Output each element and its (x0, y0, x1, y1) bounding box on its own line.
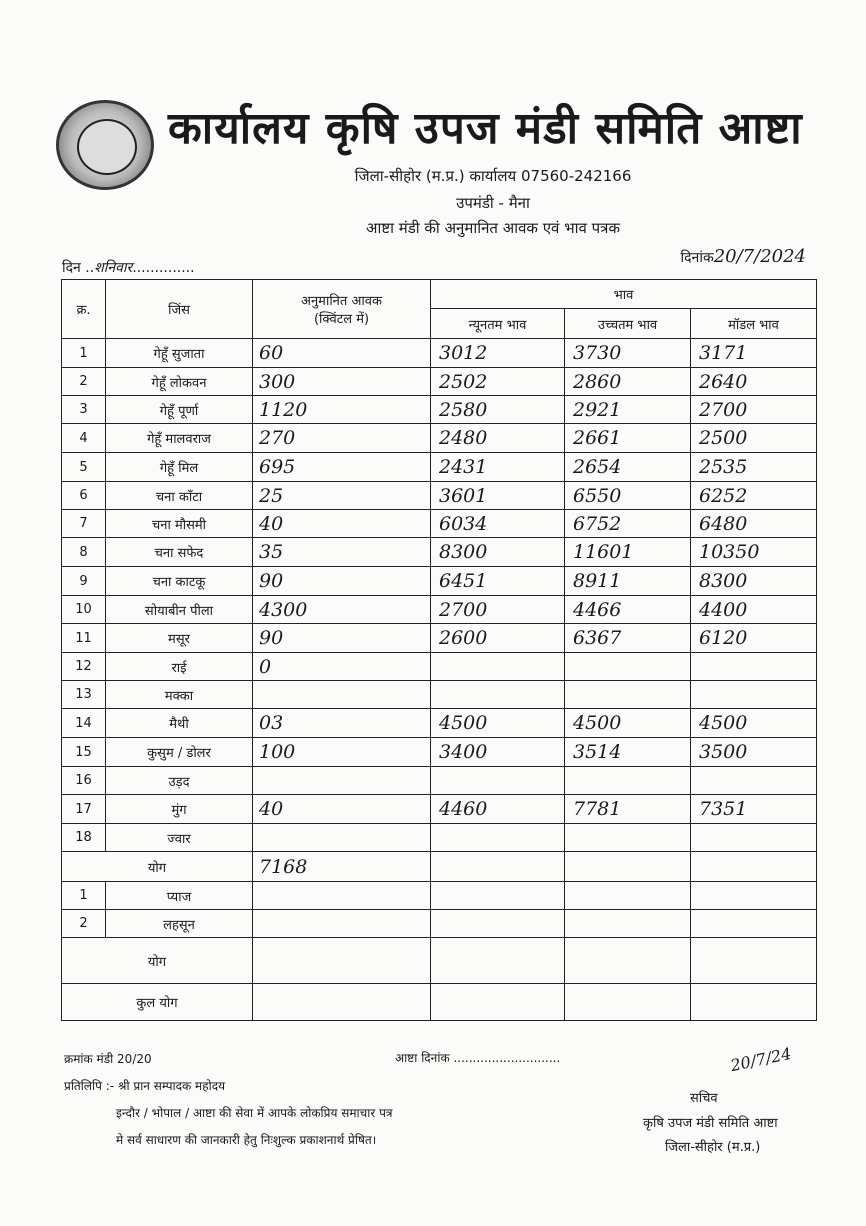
row-item: गेहूँ मालवराज (106, 424, 253, 453)
row-item: चना काटकू (106, 567, 253, 596)
row-modal-price: 3500 (691, 738, 817, 767)
table-row (62, 538, 817, 567)
row-modal-price: 6480 (691, 510, 817, 538)
row-min-price: 8300 (431, 538, 565, 567)
row-arrival: 4300 (253, 596, 431, 624)
row-sno: 4 (62, 424, 106, 453)
veg-row (62, 882, 817, 910)
row-sno: 1 (62, 339, 106, 368)
col-header-max: उच्चतम भाव (565, 309, 691, 339)
row-sno: 12 (62, 653, 106, 681)
subtotal-row (62, 852, 817, 882)
document-subtitle: आष्टा मंडी की अनुमानित आवक एवं भाव पत्रक (366, 219, 620, 237)
row-modal-price (691, 681, 817, 709)
table-row (62, 653, 817, 681)
col-header-arrival-unit: (क्विंटल में) (313, 312, 370, 327)
row-min-price: 2480 (431, 424, 565, 453)
row-max-price: 3730 (565, 339, 691, 368)
row-modal-price: 4500 (691, 709, 817, 738)
table-row (62, 339, 817, 368)
row-max-price (565, 767, 691, 795)
veg-item: प्याज (106, 882, 253, 910)
ashta-date: आष्टा दिनांक ............................ (395, 1051, 561, 1065)
row-min-price: 3400 (431, 738, 565, 767)
col-header-min: न्यूनतम भाव (431, 309, 565, 339)
row-modal-price: 6252 (691, 482, 817, 510)
row-modal-price (691, 767, 817, 795)
row-arrival: 60 (253, 339, 431, 368)
sign-place: जिला-सीहोर (म.प्र.) (665, 1140, 761, 1155)
row-min-price: 2502 (431, 368, 565, 396)
row-sno: 16 (62, 767, 106, 795)
row-item: चना काँटा (106, 482, 253, 510)
row-min-price: 6451 (431, 567, 565, 596)
veg-total-row (62, 938, 817, 984)
row-max-price: 6367 (565, 624, 691, 653)
row-item: गेहूँ सुजाता (106, 339, 253, 368)
row-min-price: 2600 (431, 624, 565, 653)
table-row (62, 795, 817, 824)
row-item: ज्वार (106, 824, 253, 852)
reference-number: क्रमांक मंडी 20/20 (64, 1052, 152, 1066)
table-row (62, 824, 817, 852)
row-min-price: 6034 (431, 510, 565, 538)
row-modal-price: 3171 (691, 339, 817, 368)
row-sno: 5 (62, 453, 106, 482)
row-sno: 7 (62, 510, 106, 538)
row-item: मैथी (106, 709, 253, 738)
row-arrival (253, 824, 431, 852)
sign-title: सचिव (690, 1091, 718, 1106)
row-arrival: 1120 (253, 396, 431, 424)
row-item: चना मौसमी (106, 510, 253, 538)
table-row (62, 510, 817, 538)
row-max-price: 2860 (565, 368, 691, 396)
row-sno: 10 (62, 596, 106, 624)
row-min-price (431, 681, 565, 709)
copy-line-2: मे सर्व साधारण की जानकारी हेतु निःशुल्क प्रकाशनार्थ प्रेषित। (116, 1133, 377, 1147)
row-max-price: 2654 (565, 453, 691, 482)
col-header-sno: क्र. (62, 280, 106, 339)
submandi-name: उपमंडी - मैना (456, 194, 530, 212)
date-field (680, 246, 806, 267)
row-min-price (431, 767, 565, 795)
row-item: कुसुम / डोलर (106, 738, 253, 767)
day-value: शनिवार (94, 260, 133, 276)
row-sno: 9 (62, 567, 106, 596)
row-sno: 3 (62, 396, 106, 424)
table-row (62, 368, 817, 396)
row-arrival: 695 (253, 453, 431, 482)
row-max-price: 3514 (565, 738, 691, 767)
row-sno: 6 (62, 482, 106, 510)
row-item: उड़द (106, 767, 253, 795)
row-sno: 15 (62, 738, 106, 767)
row-modal-price (691, 824, 817, 852)
veg-sno: 2 (62, 910, 106, 938)
row-arrival: 03 (253, 709, 431, 738)
table-row (62, 738, 817, 767)
date-value: 20/7/2024 (713, 246, 806, 267)
col-header-modal: मॉडल भाव (691, 309, 817, 339)
row-min-price: 2431 (431, 453, 565, 482)
col-header-arrival (253, 280, 431, 339)
col-header-arrival-label: अनुमानित आवक (301, 294, 382, 309)
row-arrival (253, 767, 431, 795)
row-item: मुंग (106, 795, 253, 824)
day-label: दिन (62, 260, 81, 276)
row-max-price: 7781 (565, 795, 691, 824)
row-modal-price (691, 653, 817, 681)
row-min-price: 3012 (431, 339, 565, 368)
col-header-price: भाव (431, 280, 817, 309)
row-min-price: 3601 (431, 482, 565, 510)
row-modal-price: 2640 (691, 368, 817, 396)
row-max-price: 2661 (565, 424, 691, 453)
grand-total-row (62, 984, 817, 1021)
row-arrival: 0 (253, 653, 431, 681)
table-row (62, 624, 817, 653)
col-header-item: जिंस (106, 280, 253, 339)
row-arrival: 40 (253, 510, 431, 538)
row-min-price: 2700 (431, 596, 565, 624)
row-min-price: 4460 (431, 795, 565, 824)
table-row (62, 424, 817, 453)
row-item: गेहूँ पूर्णा (106, 396, 253, 424)
row-max-price: 6550 (565, 482, 691, 510)
arrival-price-table (61, 279, 817, 1021)
row-modal-price: 6120 (691, 624, 817, 653)
row-arrival: 90 (253, 567, 431, 596)
row-arrival: 40 (253, 795, 431, 824)
row-modal-price: 2700 (691, 396, 817, 424)
sign-org: कृषि उपज मंडी समिति आष्टा (643, 1116, 778, 1131)
row-max-price: 4466 (565, 596, 691, 624)
office-title: कार्यालय कृषि उपज मंडी समिति आष्टा (168, 103, 803, 154)
row-min-price (431, 824, 565, 852)
table-row (62, 681, 817, 709)
veg-total-label: योग (62, 938, 253, 984)
row-arrival: 270 (253, 424, 431, 453)
handwritten-signature: 20/7/24 (728, 1043, 793, 1076)
table-row (62, 596, 817, 624)
copy-to: प्रतिलिपि :- श्री प्रान सम्पादक महोदय (64, 1079, 226, 1093)
row-max-price: 8911 (565, 567, 691, 596)
row-arrival: 90 (253, 624, 431, 653)
row-item: राई (106, 653, 253, 681)
row-max-price: 11601 (565, 538, 691, 567)
row-arrival (253, 681, 431, 709)
row-item: चना सफेद (106, 538, 253, 567)
row-max-price (565, 653, 691, 681)
row-max-price: 4500 (565, 709, 691, 738)
row-max-price: 6752 (565, 510, 691, 538)
subtotal-value: 7168 (253, 852, 431, 882)
row-item: मसूर (106, 624, 253, 653)
row-sno: 11 (62, 624, 106, 653)
office-address: जिला-सीहोर (म.प्र.) कार्यालय 07560-242166 (354, 167, 632, 185)
row-arrival: 100 (253, 738, 431, 767)
row-min-price (431, 653, 565, 681)
table-row (62, 396, 817, 424)
table-row (62, 767, 817, 795)
copy-line-1: इन्दौर / भोपाल / आष्टा की सेवा में आपके लोकप्रिय समाचार पत्र (116, 1106, 393, 1120)
row-item: सोयाबीन पीला (106, 596, 253, 624)
day-field: दिन ..शनिवार.............. (62, 260, 195, 276)
table-row (62, 482, 817, 510)
row-arrival: 35 (253, 538, 431, 567)
row-sno: 17 (62, 795, 106, 824)
row-sno: 18 (62, 824, 106, 852)
row-item: गेहूँ लोकवन (106, 368, 253, 396)
row-min-price: 2580 (431, 396, 565, 424)
row-modal-price: 4400 (691, 596, 817, 624)
row-max-price (565, 824, 691, 852)
row-max-price (565, 681, 691, 709)
row-modal-price: 2500 (691, 424, 817, 453)
grand-total-label: कुल योग (62, 984, 253, 1021)
row-modal-price: 2535 (691, 453, 817, 482)
subtotal-label: योग (62, 852, 253, 882)
date-label: दिनांक (680, 250, 714, 266)
row-sno: 14 (62, 709, 106, 738)
row-sno: 13 (62, 681, 106, 709)
row-arrival: 300 (253, 368, 431, 396)
row-max-price: 2921 (565, 396, 691, 424)
row-item: मक्का (106, 681, 253, 709)
row-modal-price: 8300 (691, 567, 817, 596)
table-row (62, 567, 817, 596)
veg-sno: 1 (62, 882, 106, 910)
row-sno: 2 (62, 368, 106, 396)
table-row (62, 453, 817, 482)
row-modal-price: 10350 (691, 538, 817, 567)
row-min-price: 4500 (431, 709, 565, 738)
row-sno: 8 (62, 538, 106, 567)
veg-row (62, 910, 817, 938)
row-item: गेहूँ मिल (106, 453, 253, 482)
veg-item: लहसून (106, 910, 253, 938)
row-arrival: 25 (253, 482, 431, 510)
table-row (62, 709, 817, 738)
row-modal-price: 7351 (691, 795, 817, 824)
